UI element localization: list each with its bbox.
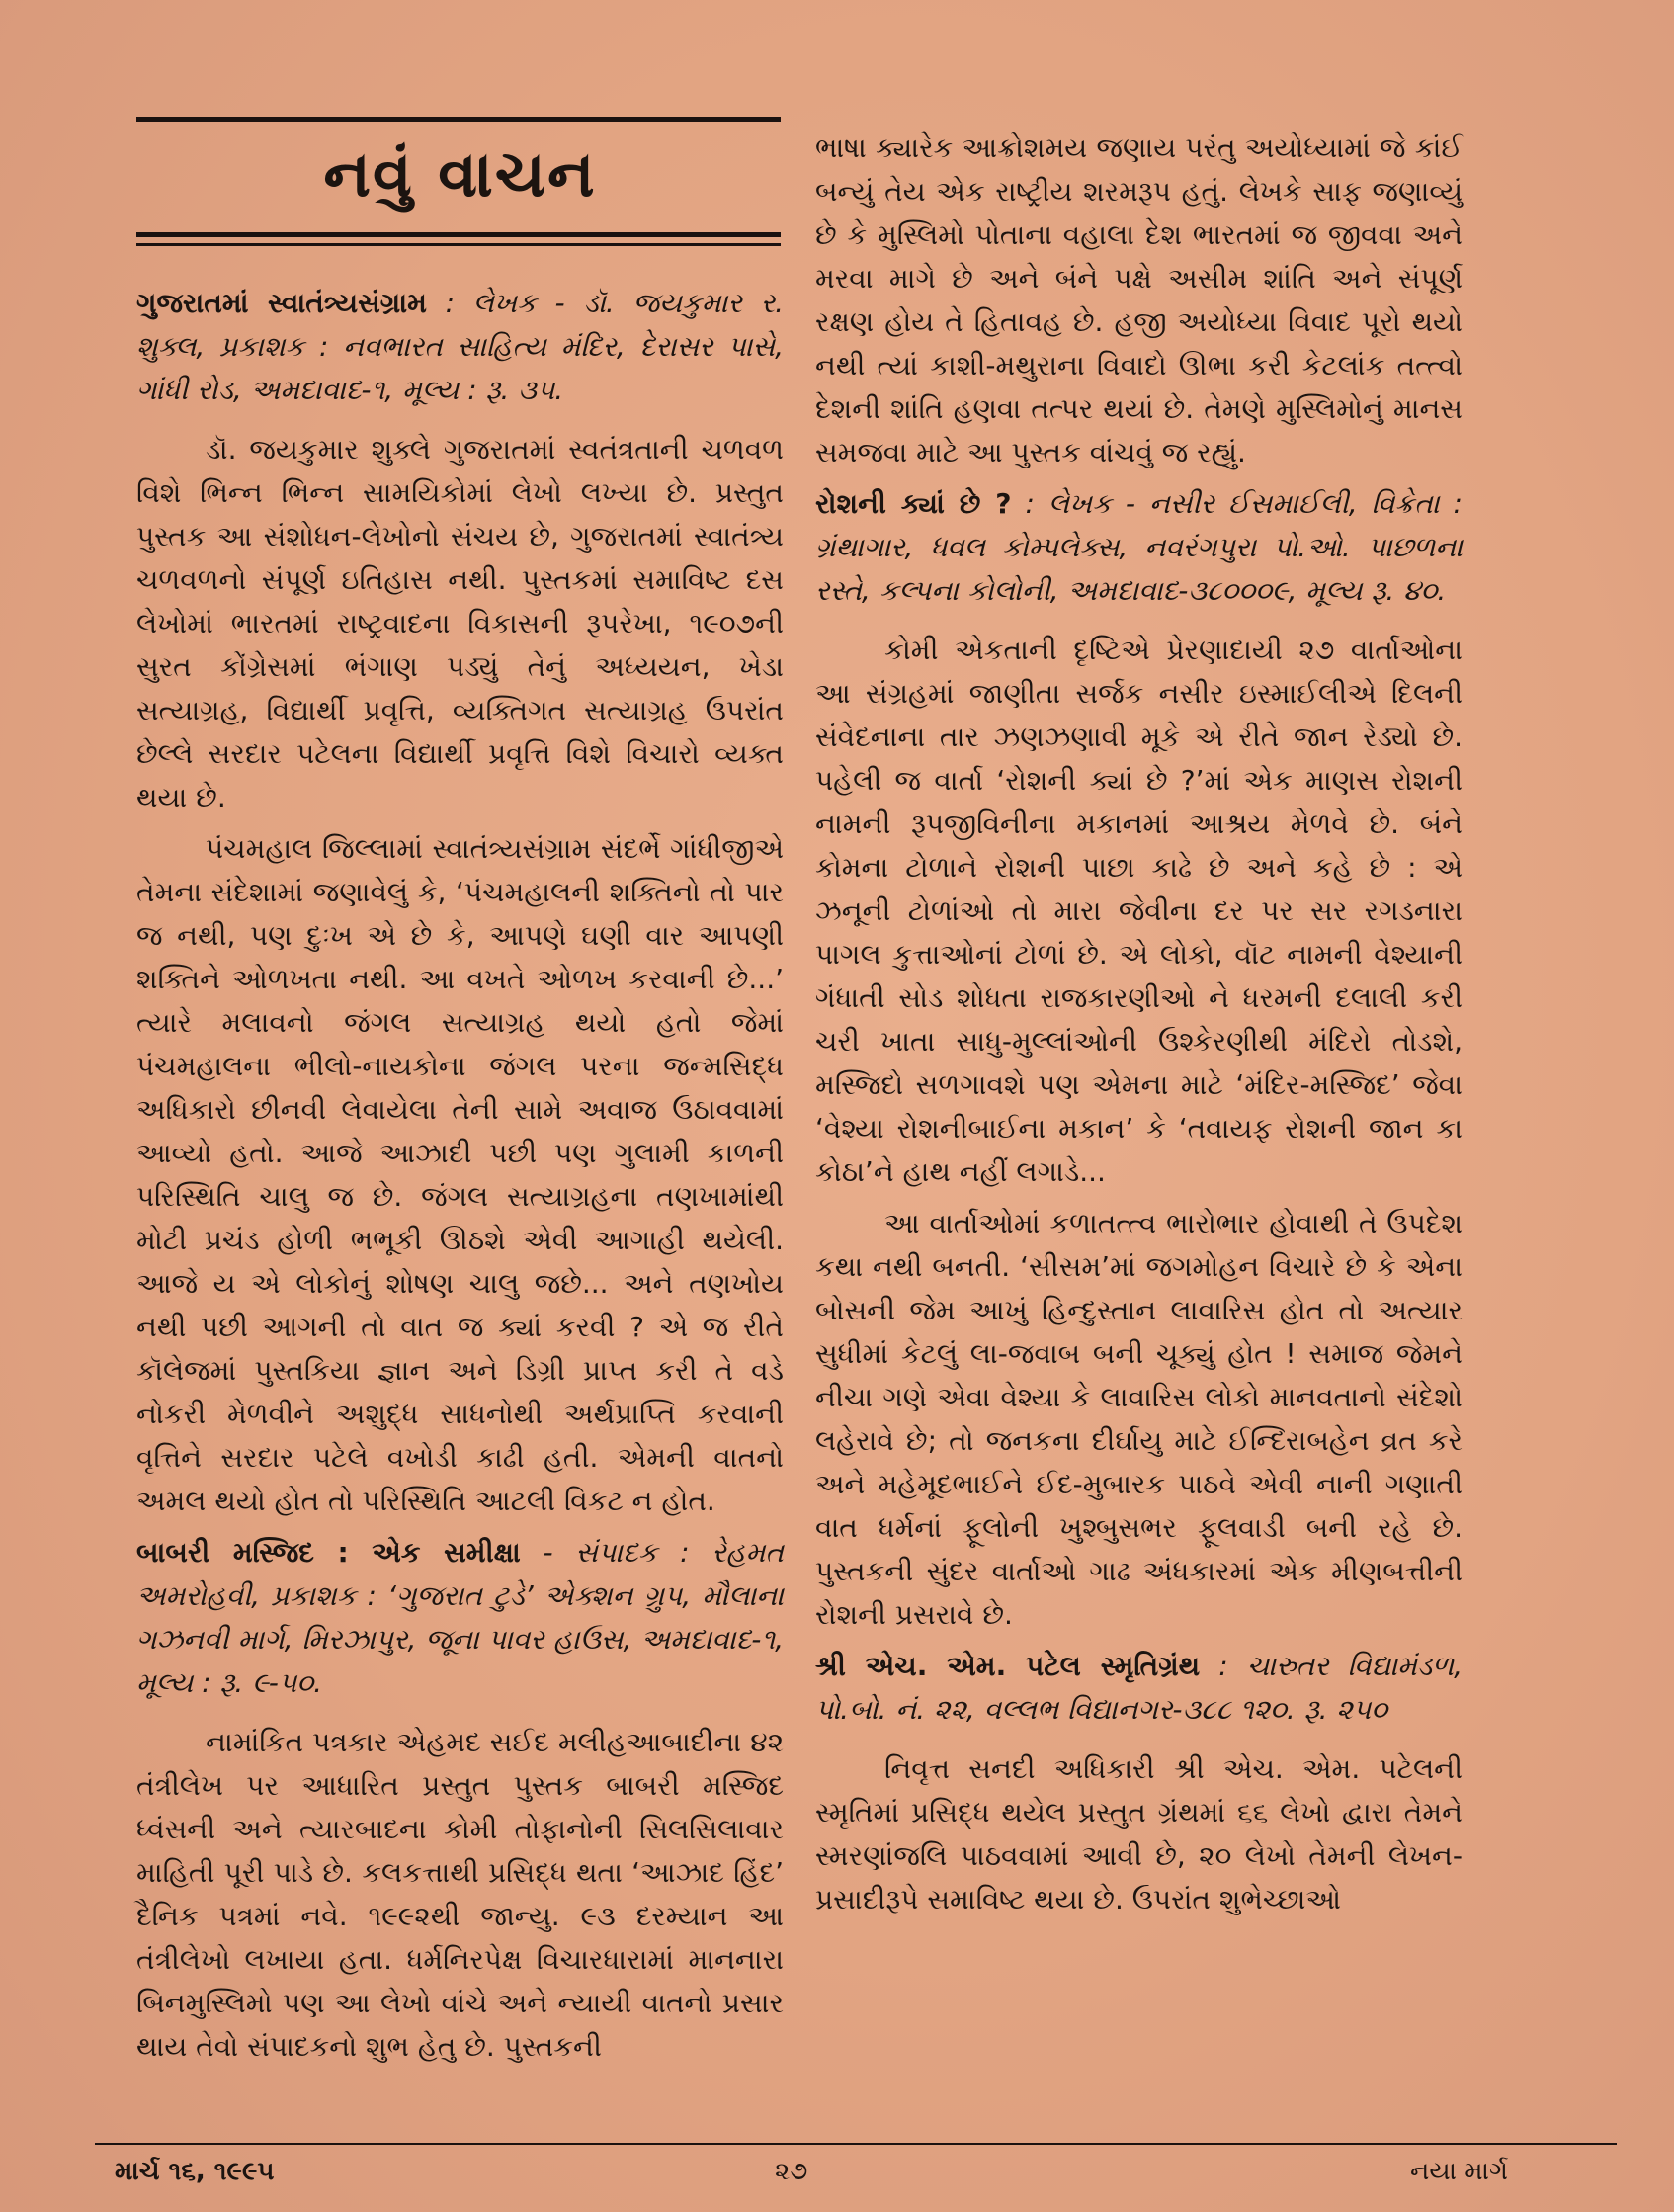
book-2-meta: - સંપાદક : રેહમત અમરોહવી, પ્રકાશક : ‘ગુજરાત ટુડે’ એક્શન ગ્રુપ, મૌલાના ગઝનવી માર્ગ, મિરઝાપુર, જૂના પાવર હાઉસ, અમદાવાદ-૧, મૂલ્ય : રૂ. ૯-૫૦.: [136, 1536, 784, 1699]
left-column: [136, 107, 784, 2077]
book-3-meta: : લેખક - નસીર ઈસમાઈલી, વિક્રેતા : ગ્રંથાગાર, ધવલ કોમ્પલેક્સ, નવરંગપુરા પો.ઓ. પાછળના રસ્તે, કલ્પના કોલોની, અમદાવાદ-૩૮૦૦૦૯, મૂલ્ય રૂ. ૪૦.: [815, 487, 1463, 607]
page-title: નવું વાચન: [323, 138, 597, 212]
right-column: [815, 127, 1463, 1929]
review-2-paragraph-2: ભાષા ક્યારેક આક્રોશમય જણાય પરંતુ અયોધ્યામાં જે કાંઈ બન્યું તેય એક રાષ્ટ્રીય શરમરૂપ હતું. લેખકે સાફ જણાવ્યું છે કે મુસ્લિમો પોતાના વહાલા દેશ ભારતમાં જ જીવવા અને મરવા માગે છે અને બંને પક્ષે અસીમ શાંતિ અને સંપૂર્ણ રક્ષણ હોય તે હિતાવહ છે. હજી અયોધ્યા વિવાદ પૂરો થયો નથી ત્યાં કાશી-મથુરાના વિવાદો ઊભા કરી કેટલાંક તત્ત્વો દેશની શાંતિ હણવા તત્પર થયાં છે. તેમણે મુસ્લિમોનું માનસ સમજવા માટે આ પુસ્તક વાંચવું જ રહ્યું.: [815, 131, 1463, 468]
issue-date: માર્ચ ૧૬, ૧૯૯૫: [115, 2157, 275, 2186]
review-4-paragraph-1: નિવૃત્ત સનદી અધિકારી શ્રી એચ. એમ. પટેલની સ્મૃતિમાં પ્રસિદ્ધ થયેલ પ્રસ્તુત ગ્રંથમાં ૬૬ લેખો દ્વારા તેમને સ્મરણાંજલિ પાઠવવામાં આવી છે, ૨૦ લેખો તેમની લેખન-પ્રસાદીરૂપે સમાવિષ્ટ થયા છે. ઉપરાંત શુભેચ્છાઓ: [815, 1752, 1463, 1915]
review-1-paragraph-1: ડૉ. જયકુમાર શુક્લે ગુજરાતમાં સ્વતંત્રતાની ચળવળ વિશે ભિન્ન ભિન્ન સામયિકોમાં લેખો લખ્યા છે. પ્રસ્તુત પુસ્તક આ સંશોધન-લેખોનો સંચય છે, ગુજરાતમાં સ્વાતંત્ર્ય ચળવળનો સંપૂર્ણ ઇતિહાસ નથી. પુસ્તકમાં સમાવિષ્ટ દસ લેખોમાં ભારતમાં રાષ્ટ્રવાદના વિકાસની રૂપરેખા, ૧૯૦૭ની સુરત કોંગ્રેસમાં ભંગાણ પડ્યું તેનું અધ્યયન, ખેડા સત્યાગ્રહ, વિદ્યાર્થી પ્રવૃત્તિ, વ્યક્તિગત સત્યાગ્રહ ઉપરાંત છેલ્લે સરદાર પટેલના વિદ્યાર્થી પ્રવૃત્તિ વિશે વિચારો વ્યક્ત થયા છે.: [136, 433, 784, 813]
book-3-title: રોશની ક્યાં છે ?: [815, 487, 1012, 520]
page-footer: [95, 2143, 1617, 2186]
review-3-paragraph-2: આ વાર્તાઓમાં કળાતત્ત્વ ભારોભાર હોવાથી તે ઉપદેશ કથા નથી બનતી. ‘સીસમ’માં જગમોહન વિચારે છે કે એના બોસની જેમ આખું હિન્દુસ્તાન લાવારિસ હોત તો અત્યાર સુધીમાં કેટલું લા-જવાબ બની ચૂક્યું હોત ! સમાજ જેમને નીચા ગણે એવા વેશ્યા કે લાવારિસ લોકો માનવતાનો સંદેશો લહેરાવે છે; તો જનકના દીર્ઘાયુ માટે ઈન્દિરાબહેન વ્રત કરે અને મહેમૂદભાઈને ઈદ-મુબારક પાઠવે એવી નાની ગણાતી વાત ધર્મનાં ફૂલોની ખુશ્બુસભર ફૂલવાડી બની રહે છે. પુસ્તકની સુંદર વાર્તાઓ ગાઢ અંધકારમાં એક મીણબત્તીની રોશની પ્રસરાવે છે.: [815, 1207, 1463, 1631]
book-4-title: શ્રી એચ. એમ. પટેલ સ્મૃતિગ્રંથ: [815, 1650, 1201, 1682]
book-entry-3: [815, 482, 1463, 613]
review-3-paragraph-1: કોમી એકતાની દૃષ્ટિએ પ્રેરણાદાયી ૨૭ વાર્તાઓના આ સંગ્રહમાં જાણીતા સર્જક નસીર ઇસ્માઈલીએ દિલની સંવેદનાના તાર ઝણઝણાવી મૂકે એ રીતે જાન રેડ્યો છે. પહેલી જ વાર્તા ‘રોશની ક્યાં છે ?’માં એક માણસ રોશની નામની રૂપજીવિનીના મકાનમાં આશ્રય મેળવે છે. બંને કોમના ટોળાને રોશની પાછા કાઢે છે અને કહે છે : એ ઝનૂની ટોળાંઓ તો મારા જેવીના દર પર સર રગડનારા પાગલ કુત્તાઓનાં ટોળાં છે. એ લોકો, વૉટ નામની વેશ્યાની ગંધાતી સોડ શોધતા રાજકારણીઓ ને ધરમની દલાલી કરી ચરી ખાતા સાધુ-મુલ્લાંઓની ઉશ્કેરણીથી મંદિરો તોડશે, મસ્જિદો સળગાવશે પણ એમના માટે ‘મંદિર-મસ્જિદ’ જેવા ‘વેશ્યા રોશનીબાઈના મકાન’ કે ‘તવાયફ રોશની જાન કા કોઠા’ને હાથ નહીં લગાડે...: [815, 634, 1463, 1188]
book-entry-1: [136, 282, 784, 412]
book-1-meta: : લેખક - ડૉ. જયકુમાર ર. શુક્લ, પ્રકાશક : નવભારત સાહિત્ય મંદિર, દેરાસર પાસે, ગાંધી રોડ, અમદાવાદ-૧, મૂલ્ય : રૂ. ૩૫.: [136, 287, 785, 406]
book-1-title: ગુજરાતમાં સ્વાતંત્ર્યસંગ્રામ: [136, 287, 427, 319]
book-4-meta: : ચારુતર વિદ્યામંડળ, પો.બો. નં. ૨૨, વલ્લભ વિદ્યાનગર-૩૮૮ ૧૨૦. રૂ. ૨૫૦: [815, 1650, 1464, 1726]
book-entry-2: [136, 1531, 784, 1705]
page-number: ૨૭: [775, 2157, 808, 2186]
top-rule: [136, 117, 781, 122]
review-2-paragraph-1: નામાંકિત પત્રકાર એહમદ સઈદ મલીહઆબાદીના ૪૨ તંત્રીલેખ પર આધારિત પ્રસ્તુત પુસ્તક બાબરી મસ્જિદ ધ્વંસની અને ત્યારબાદના કોમી તોફાનોની સિલસિલાવાર માહિતી પૂરી પાડે છે. કલકત્તાથી પ્રસિદ્ધ થતા ‘આઝાદ હિંદ’ દૈનિક પત્રમાં નવે. ૧૯૯૨થી જાન્યુ. ૯૩ દરમ્યાન આ તંત્રીલેખો લખાયા હતા. ધર્મનિરપેક્ષ વિચારધારામાં માનનારા બિનમુસ્લિમો પણ આ લેખો વાંચે અને ન્યાયી વાતનો પ્રસાર થાય તેવો સંપાદકનો શુભ હેતુ છે. પુસ્તકની: [136, 1726, 784, 2063]
title-double-rule: [136, 232, 781, 246]
review-1-paragraph-2: પંચમહાલ જિલ્લામાં સ્વાતંત્ર્યસંગ્રામ સંદર્ભે ગાંધીજીએ તેમના સંદેશામાં જણાવેલું કે, ‘પંચમહાલની શક્તિનો તો પાર જ નથી, પણ દુઃખ એ છે કે, આપણે ઘણી વાર આપણી શક્તિને ઓળખતા નથી. આ વખતે ઓળખ કરવાની છે...’ ત્યારે મલાવનો જંગલ સત્યાગ્રહ થયો હતો જેમાં પંચમહાલના ભીલો-નાયકોના જંગલ પરના જન્મસિદ્ધ અધિકારો છીનવી લેવાયેલા તેની સામે અવાજ ઉઠાવવામાં આવ્યો હતો. આજે આઝાદી પછી પણ ગુલામી કાળની પરિસ્થિતિ ચાલુ જ છે. જંગલ સત્યાગ્રહના તણખામાંથી મોટી પ્રચંડ હોળી ભભૂકી ઊઠશે એવી આગાહી થયેલી. આજે ય એ લોકોનું શોષણ ચાલુ જછે... અને તણખોય નથી પછી આગની તો વાત જ ક્યાં કરવી ? એ જ રીતે કૉલેજમાં પુસ્તકિયા જ્ઞાન અને ડિગ્રી પ્રાપ્ત કરી તે વડે નોકરી મેળવીને અશુદ્ધ સાધનોથી અર્થપ્રાપ્તિ કરવાની વૃત્તિને સરદાર પટેલે વખોડી કાઢી હતી. એમની વાતનો અમલ થયો હોત તો પરિસ્થિતિ આટલી વિકટ ન હોત.: [136, 832, 784, 1517]
publication-name: નયા માર્ગ: [1409, 2157, 1508, 2186]
book-2-title: બાબરી મસ્જિદ : એક સમીક્ષા: [136, 1536, 521, 1569]
book-entry-4: [815, 1645, 1463, 1732]
